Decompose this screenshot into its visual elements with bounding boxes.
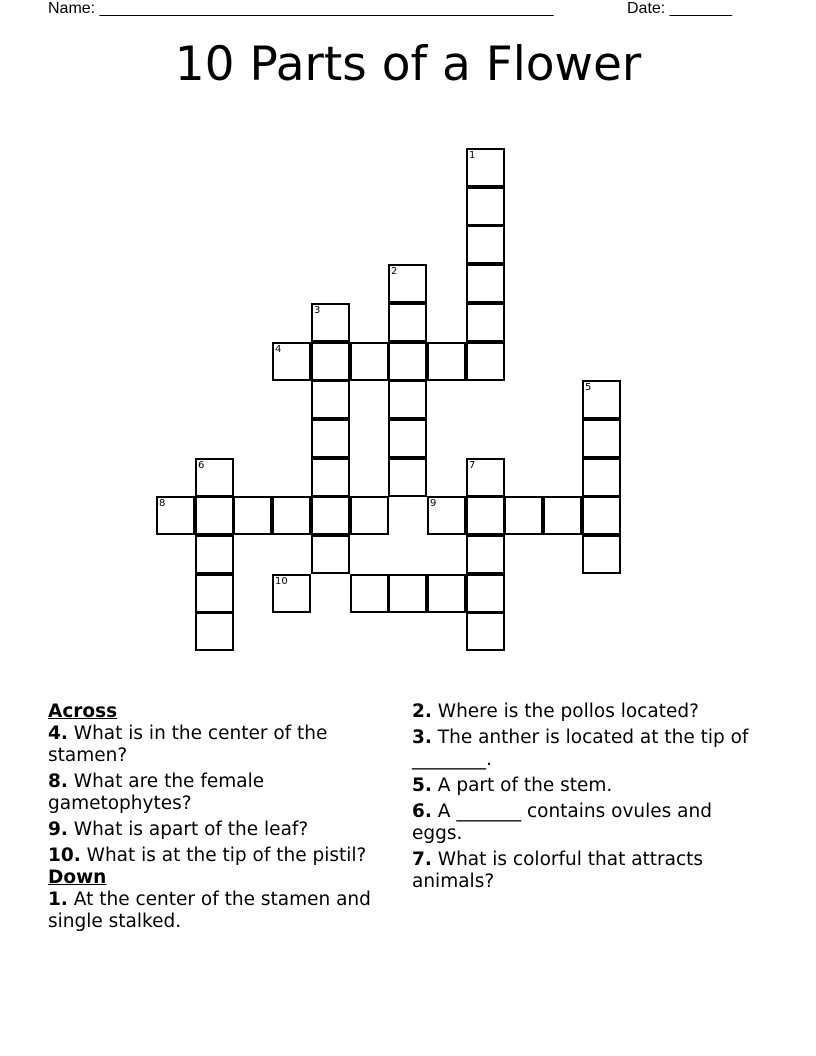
cell-number: 3 [314, 305, 321, 316]
clue-down-2 [412, 701, 752, 723]
cell-number: 4 [275, 344, 282, 355]
grid-cell[interactable] [311, 419, 350, 458]
clue-across-8 [48, 771, 408, 815]
clue-down-3 [412, 727, 752, 771]
grid-cell[interactable] [388, 419, 427, 458]
across-heading: Across [48, 701, 118, 722]
cell-number: 2 [391, 266, 398, 277]
grid-cell[interactable] [311, 303, 350, 342]
grid-cell[interactable] [311, 535, 350, 574]
cell-number: 10 [275, 576, 288, 587]
clue-number: 8. [48, 771, 68, 792]
grid-cell[interactable] [427, 496, 466, 535]
grid-cell[interactable] [388, 574, 427, 613]
across-clue-list [48, 723, 408, 867]
grid-cell[interactable] [233, 496, 272, 535]
clue-text: What is apart of the leaf? [67, 819, 309, 840]
cell-number: 8 [159, 498, 166, 509]
grid-cell[interactable] [427, 342, 466, 381]
clue-number: 6. [412, 801, 432, 822]
grid-cell[interactable] [427, 574, 466, 613]
grid-cell[interactable] [582, 419, 621, 458]
grid-cell[interactable] [466, 612, 505, 651]
grid-cell[interactable] [466, 496, 505, 535]
grid-cell[interactable] [582, 535, 621, 574]
clue-text: What is colorful that attracts animals? [412, 849, 704, 892]
grid-cell[interactable] [466, 148, 505, 187]
grid-cell[interactable] [388, 380, 427, 419]
grid-cell[interactable] [388, 458, 427, 497]
clue-number: 5. [412, 775, 432, 796]
clue-number: 2. [412, 701, 432, 722]
grid-cell[interactable] [582, 380, 621, 419]
clue-number: 10. [48, 845, 81, 866]
clue-text: What are the female gametophytes? [48, 771, 265, 814]
clue-number: 7. [412, 849, 432, 870]
grid-cell[interactable] [311, 380, 350, 419]
clue-across-9 [48, 819, 408, 841]
grid-cell[interactable] [311, 342, 350, 381]
grid-cell[interactable] [582, 458, 621, 497]
grid-cell[interactable] [195, 612, 234, 651]
grid-cell[interactable] [350, 496, 389, 535]
cell-number: 1 [469, 150, 476, 161]
grid-cell[interactable] [311, 458, 350, 497]
clue-down-1 [48, 889, 408, 933]
grid-cell[interactable] [466, 458, 505, 497]
grid-cell[interactable] [466, 303, 505, 342]
grid-cell[interactable] [350, 342, 389, 381]
clue-text: A _______ contains ovules and eggs. [412, 801, 712, 844]
cell-number: 7 [469, 460, 476, 471]
clue-text: What is at the tip of the pistil? [80, 845, 367, 866]
grid-cell[interactable] [504, 496, 543, 535]
grid-cell[interactable] [272, 574, 311, 613]
clue-across-10 [48, 845, 408, 867]
grid-cell[interactable] [195, 496, 234, 535]
grid-cell[interactable] [388, 342, 427, 381]
clue-down-6 [412, 801, 752, 845]
grid-cell[interactable] [272, 496, 311, 535]
grid-cell[interactable] [195, 458, 234, 497]
grid-cell[interactable] [466, 225, 505, 264]
clues-right-column [412, 701, 752, 897]
cell-number: 5 [585, 382, 592, 393]
clue-text: The anther is located at the tip of ________. [412, 727, 749, 770]
grid-cell[interactable] [388, 303, 427, 342]
clue-text: What is in the center of the stamen? [48, 723, 328, 766]
cell-number: 6 [198, 460, 205, 471]
clue-number: 9. [48, 819, 68, 840]
grid-cell[interactable] [388, 264, 427, 303]
clue-number: 1. [48, 889, 68, 910]
date-line[interactable]: Date: _______ [627, 0, 732, 17]
clue-number: 4. [48, 723, 68, 744]
grid-cell[interactable] [466, 574, 505, 613]
clue-down-5 [412, 775, 752, 797]
grid-cell[interactable] [311, 496, 350, 535]
grid-cell[interactable] [195, 574, 234, 613]
clue-number: 3. [412, 727, 432, 748]
grid-cell[interactable] [466, 342, 505, 381]
clues-left-column [48, 701, 408, 937]
grid-cell[interactable] [350, 574, 389, 613]
grid-cell[interactable] [466, 535, 505, 574]
clue-down-7 [412, 849, 752, 893]
grid-cell[interactable] [466, 187, 505, 226]
clue-text: Where is the pollos located? [431, 701, 699, 722]
grid-cell[interactable] [466, 264, 505, 303]
clue-text: At the center of the stamen and single stalked. [48, 889, 371, 932]
cell-number: 9 [430, 498, 437, 509]
grid-cell[interactable] [195, 535, 234, 574]
down-heading: Down [48, 867, 107, 888]
clue-text: A part of the stem. [431, 775, 613, 796]
grid-cell[interactable] [543, 496, 582, 535]
grid-cell[interactable] [582, 496, 621, 535]
grid-cell[interactable] [272, 342, 311, 381]
grid-cell[interactable] [156, 496, 195, 535]
name-line[interactable]: Name: ___________________________________________________ [48, 0, 554, 17]
clue-across-4 [48, 723, 408, 767]
page-title: 10 Parts of a Flower [174, 37, 642, 92]
